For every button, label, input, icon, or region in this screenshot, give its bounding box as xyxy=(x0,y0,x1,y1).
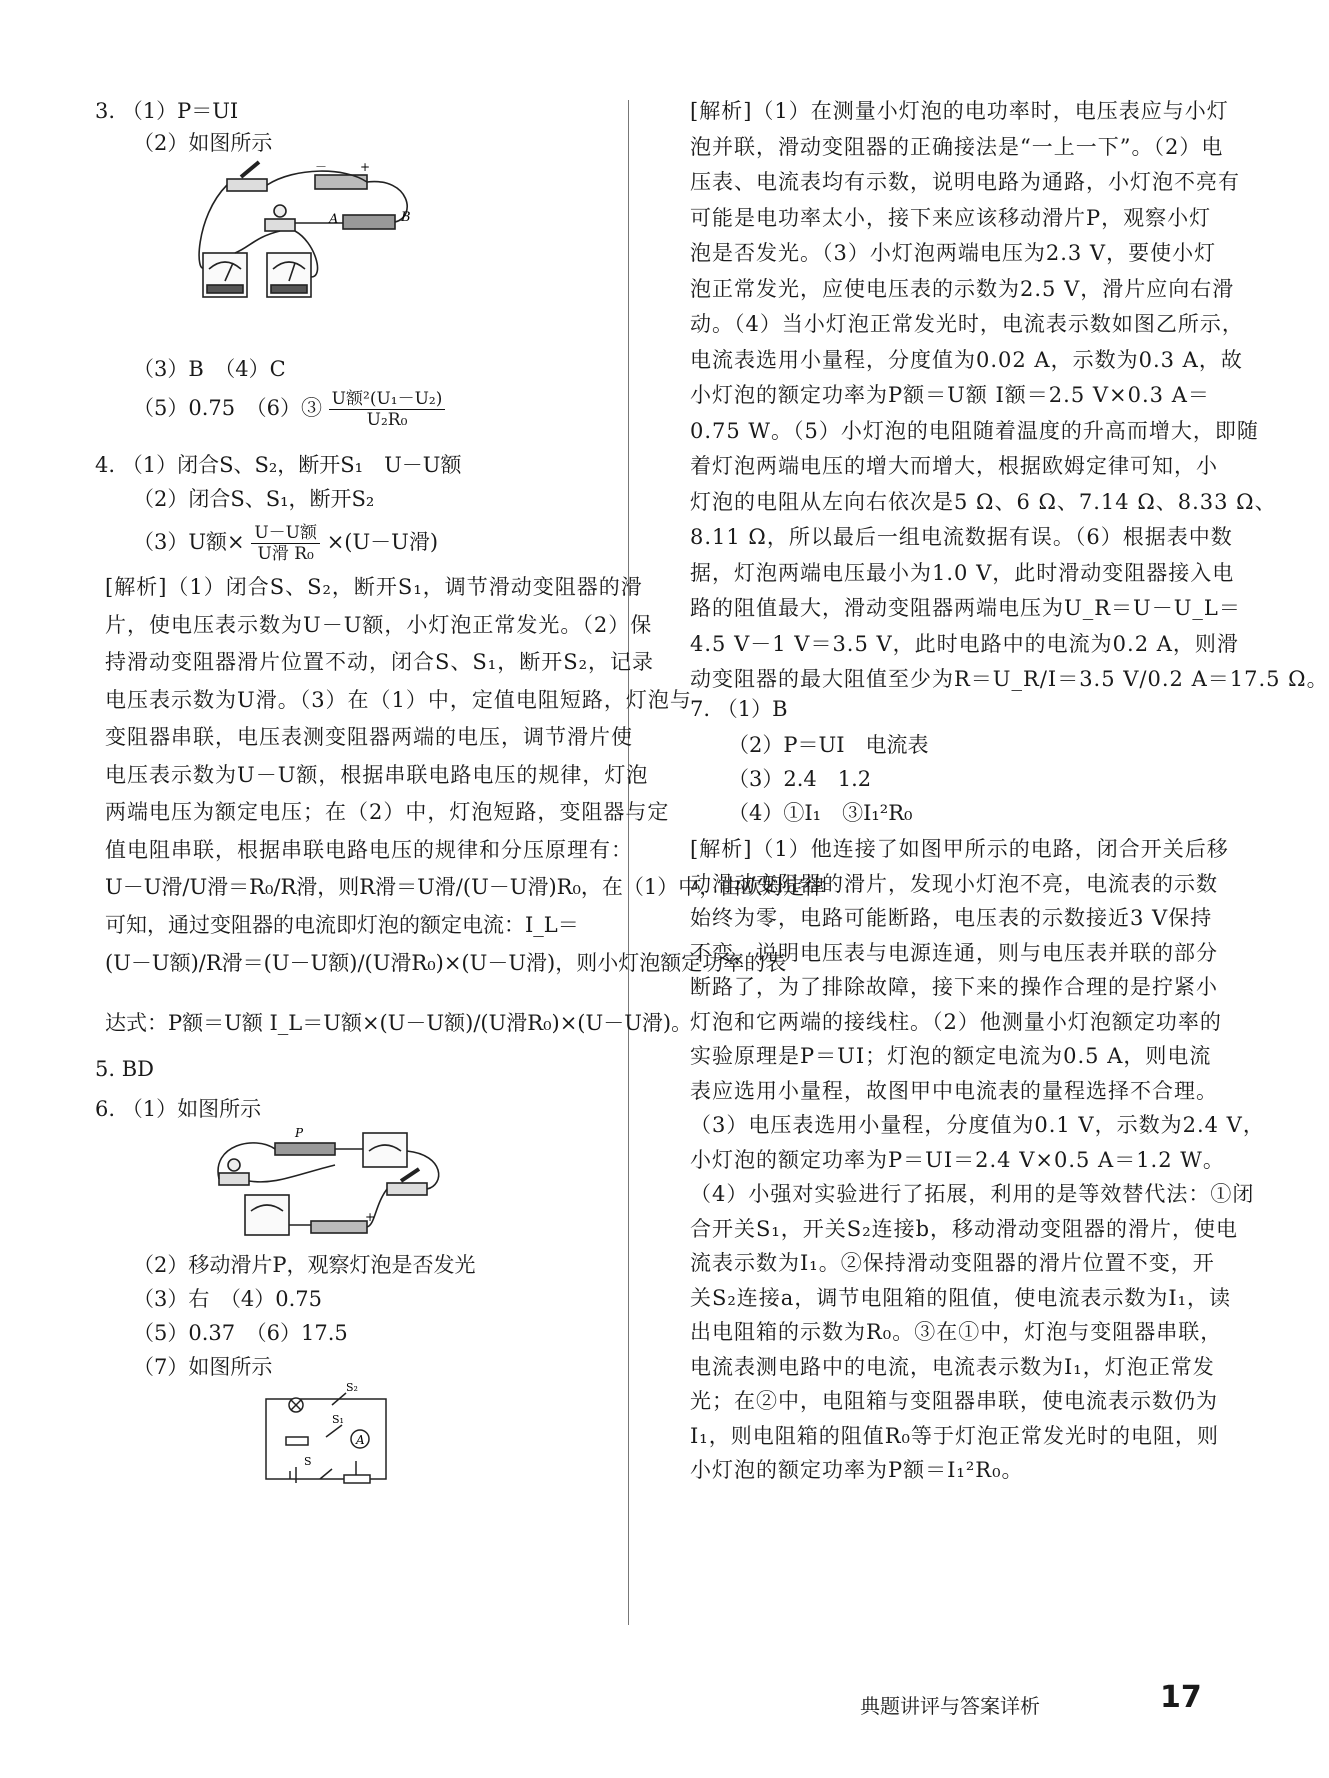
q7-part2: （2）P＝UI 电流表 xyxy=(728,733,929,757)
analysis-line: 两端电压为额定电压；在（2）中，灯泡短路，变阻器与定 xyxy=(105,800,670,824)
analysis-line: 电流表选用小量程，分度值为0.02 A，示数为0.3 A，故 xyxy=(690,347,1243,372)
fig-b-label: B xyxy=(401,210,411,225)
q5: 5. BD xyxy=(95,1057,154,1081)
q4-fraction xyxy=(251,523,320,564)
analysis-line: 变阻器串联，电压表测变阻器两端的电压，调节滑片使 xyxy=(105,725,633,749)
analysis-line: 小灯泡的额定功率为P额＝I₁²R₀。 xyxy=(690,1458,1024,1482)
circuit-figure-q6 xyxy=(215,1125,455,1245)
analysis-line: 可能是电功率太小，接下来应该移动滑片P，观察小灯 xyxy=(690,205,1212,230)
analysis-line: 泡是否发光。（3）小灯泡两端电压为2.3 V，要使小灯 xyxy=(690,241,1217,265)
analysis-line: 灯泡的电阻从左向右依次是5 Ω、6 Ω、7.14 Ω、8.33 Ω、 xyxy=(690,489,1277,514)
fig-minus-label: － xyxy=(315,160,328,174)
fig-plus-label: + xyxy=(360,160,371,174)
q3-fraction xyxy=(329,389,446,430)
analysis-line: 据，灯泡两端电压最小为1.0 V，此时滑动变阻器接入电 xyxy=(690,560,1235,585)
q4-eq3: (U－U额)/R滑＝(U－U额)/(U滑R₀)×(U－U滑)，则小灯泡额定功率的表 xyxy=(105,951,787,975)
q4-fraction-num: U－U额 xyxy=(251,523,320,544)
analysis-line: 不变，说明电压表与电源连通，则与电压表并联的部分 xyxy=(690,940,1218,965)
q4-eq4: 达式：P额＝U额 I_L＝U额×(U－U额)/(U滑R₀)×(U－U滑)。 xyxy=(105,1011,693,1035)
q4-fraction-den: U滑 R₀ xyxy=(257,544,314,564)
q6-part7: （7）如图所示 xyxy=(133,1355,273,1379)
q7-part4: （4）①I₁ ③I₁²R₀ xyxy=(728,801,913,825)
q6-part2: （2）移动滑片P，观察灯泡是否发光 xyxy=(133,1253,476,1277)
analysis-line: 表应选用小量程，故图甲中电流表的量程选择不合理。 xyxy=(690,1078,1218,1103)
analysis-line: 断路了，为了排除故障，接下来的操作合理的是拧紧小 xyxy=(690,975,1218,999)
analysis-line: 片，使电压表示数为U－U额，小灯泡正常发光。（2）保 xyxy=(105,612,653,637)
switch-s2-label: S₂ xyxy=(346,1381,358,1394)
q4-part3 xyxy=(133,523,438,564)
analysis-line: 出电阻箱的示数为R₀。③在①中，灯泡与变阻器串联， xyxy=(690,1320,1223,1344)
q6-part1: 6. （1）如图所示 xyxy=(95,1097,262,1121)
q3-part3: （3）B （4）C xyxy=(133,357,286,381)
analysis-line: 电压表示数为U滑。（3）在（1）中，定值电阻短路，灯泡与 xyxy=(105,687,692,712)
q7-part1: 7. （1）B xyxy=(690,697,788,721)
analysis-line: 0.75 W。（5）小灯泡的电阻随着温度的升高而增大，即随 xyxy=(690,418,1259,443)
analysis-line: 小灯泡的额定功率为P额＝U额 I额＝2.5 V×0.3 A＝ xyxy=(690,383,1210,407)
q4-part1: 4. （1）闭合S、S₂，断开S₁ U－U额 xyxy=(95,453,462,477)
page-number: 17 xyxy=(1160,1680,1202,1715)
fig6-p-label: P xyxy=(295,1126,304,1140)
analysis-line: 流表示数为I₁。②保持滑动变阻器的滑片位置不变，开 xyxy=(690,1251,1215,1275)
footer-title: 典题讲评与答案详析 xyxy=(860,1694,1040,1718)
analysis-line: 光；在②中，电阻箱与变阻器串联，使电流表示数仍为 xyxy=(690,1389,1218,1413)
q3-part5 xyxy=(133,389,445,430)
analysis-line: 始终为零，电路可能断路，电压表的示数接近3 V保持 xyxy=(690,906,1213,930)
fig-a-label: A xyxy=(329,212,339,227)
q3-part2: （2）如图所示 xyxy=(133,131,273,155)
q6-part5: （5）0.37 （6）17.5 xyxy=(133,1321,348,1345)
switch-s-label: S xyxy=(304,1455,312,1468)
analysis-line: 电流表测电路中的电流，电流表示数为I₁，灯泡正常发 xyxy=(690,1354,1215,1379)
analysis-line: （4）小强对实验进行了拓展，利用的是等效替代法：①闭 xyxy=(690,1182,1255,1206)
analysis-line: [解析]（1）在测量小灯泡的电功率时，电压表应与小灯 xyxy=(690,99,1229,123)
analysis-line: 压表、电流表均有示数，说明电路为通路，小灯泡不亮有 xyxy=(690,170,1240,194)
q4-eq1: U－U滑/U滑＝R₀/R滑，则R滑＝U滑/(U－U滑)R₀，在（1）中，由欧姆定律 xyxy=(105,875,826,899)
analysis-line: 8.11 Ω，所以最后一组电流数据有误。（6）根据表中数 xyxy=(690,525,1233,549)
analysis-line: 合开关S₁，开关S₂连接b，移动滑动变阻器的滑片，使电 xyxy=(690,1216,1239,1241)
q4-eq2: 可知，通过变阻器的电流即灯泡的额定电流：I_L＝ xyxy=(105,913,579,937)
q6-part3: （3）右 （4）0.75 xyxy=(133,1287,322,1311)
circuit-figure-q3 xyxy=(195,157,435,307)
analysis-line: [解析]（1）闭合S、S₂，断开S₁，调节滑动变阻器的滑 xyxy=(105,575,643,599)
analysis-line: 实验原理是P＝UI；灯泡的额定电流为0.5 A，则电流 xyxy=(690,1044,1212,1068)
switch-s1-label: S₁ xyxy=(332,1413,344,1426)
analysis-line: [解析]（1）他连接了如图甲所示的电路，闭合开关后移 xyxy=(690,837,1229,861)
q4-part3-pre: （3）U额× xyxy=(133,530,245,554)
q3-fraction-num: U额²(U₁－U₂) xyxy=(329,389,446,410)
analysis-line: 动。（4）当小灯泡正常发光时，电流表示数如图乙所示， xyxy=(690,312,1244,336)
analysis-line: 值电阻串联，根据串联电路电压的规律和分压原理有： xyxy=(105,837,633,862)
fig6-plus-label: + xyxy=(365,1210,376,1224)
q3-part5-text: （5）0.75 （6）③ xyxy=(133,396,322,420)
analysis-line: 泡并联，滑动变阻器的正确接法是“一上一下”。（2）电 xyxy=(690,134,1224,159)
analysis-line: 灯泡和它两端的接线柱。（2）他测量小灯泡额定功率的 xyxy=(690,1009,1222,1034)
analysis-line: 电压表示数为U－U额，根据串联电路电压的规律，灯泡 xyxy=(105,762,649,787)
q3-fraction-den: U₂R₀ xyxy=(366,410,408,430)
analysis-line: 关S₂连接a，调节电阻箱的阻值，使电流表示数为I₁，读 xyxy=(690,1285,1232,1310)
analysis-line: 动滑动变阻器的滑片，发现小灯泡不亮，电流表的示数 xyxy=(690,871,1218,896)
analysis-line: 泡正常发光，应使电压表的示数为2.5 V，滑片应向右滑 xyxy=(690,276,1235,301)
q4-part2: （2）闭合S、S₁，断开S₂ xyxy=(133,487,375,511)
analysis-line: （3）电压表选用小量程，分度值为0.1 V，示数为2.4 V， xyxy=(690,1113,1265,1137)
q4-part3-post: ×(U－U滑) xyxy=(326,530,439,554)
analysis-line: 着灯泡两端电压的增大而增大，根据欧姆定律可知，小 xyxy=(690,454,1218,478)
analysis-line: 小灯泡的额定功率为P＝UI＝2.4 V×0.5 A＝1.2 W。 xyxy=(690,1147,1225,1172)
analysis-line: 持滑动变阻器滑片位置不动，闭合S、S₁，断开S₂，记录 xyxy=(105,650,654,674)
ammeter-label: A xyxy=(356,1433,365,1447)
analysis-line: 路的阻值最大，滑动变阻器两端电压为U_R＝U－U_L＝ xyxy=(690,596,1241,620)
circuit-figure-q6-7 xyxy=(260,1381,400,1491)
analysis-line: 动变阻器的最大阻值至少为R＝U_R/I＝3.5 V/0.2 A＝17.5 Ω。 xyxy=(690,667,1329,691)
analysis-line: 4.5 V－1 V＝3.5 V，此时电路中的电流为0.2 A，则滑 xyxy=(690,631,1239,656)
q7-part3: （3）2.4 1.2 xyxy=(728,767,872,791)
analysis-line: I₁，则电阻箱的阻值R₀等于灯泡正常发光时的电阻，则 xyxy=(690,1423,1219,1448)
q3-part1: 3. （1）P＝UI xyxy=(95,99,239,123)
